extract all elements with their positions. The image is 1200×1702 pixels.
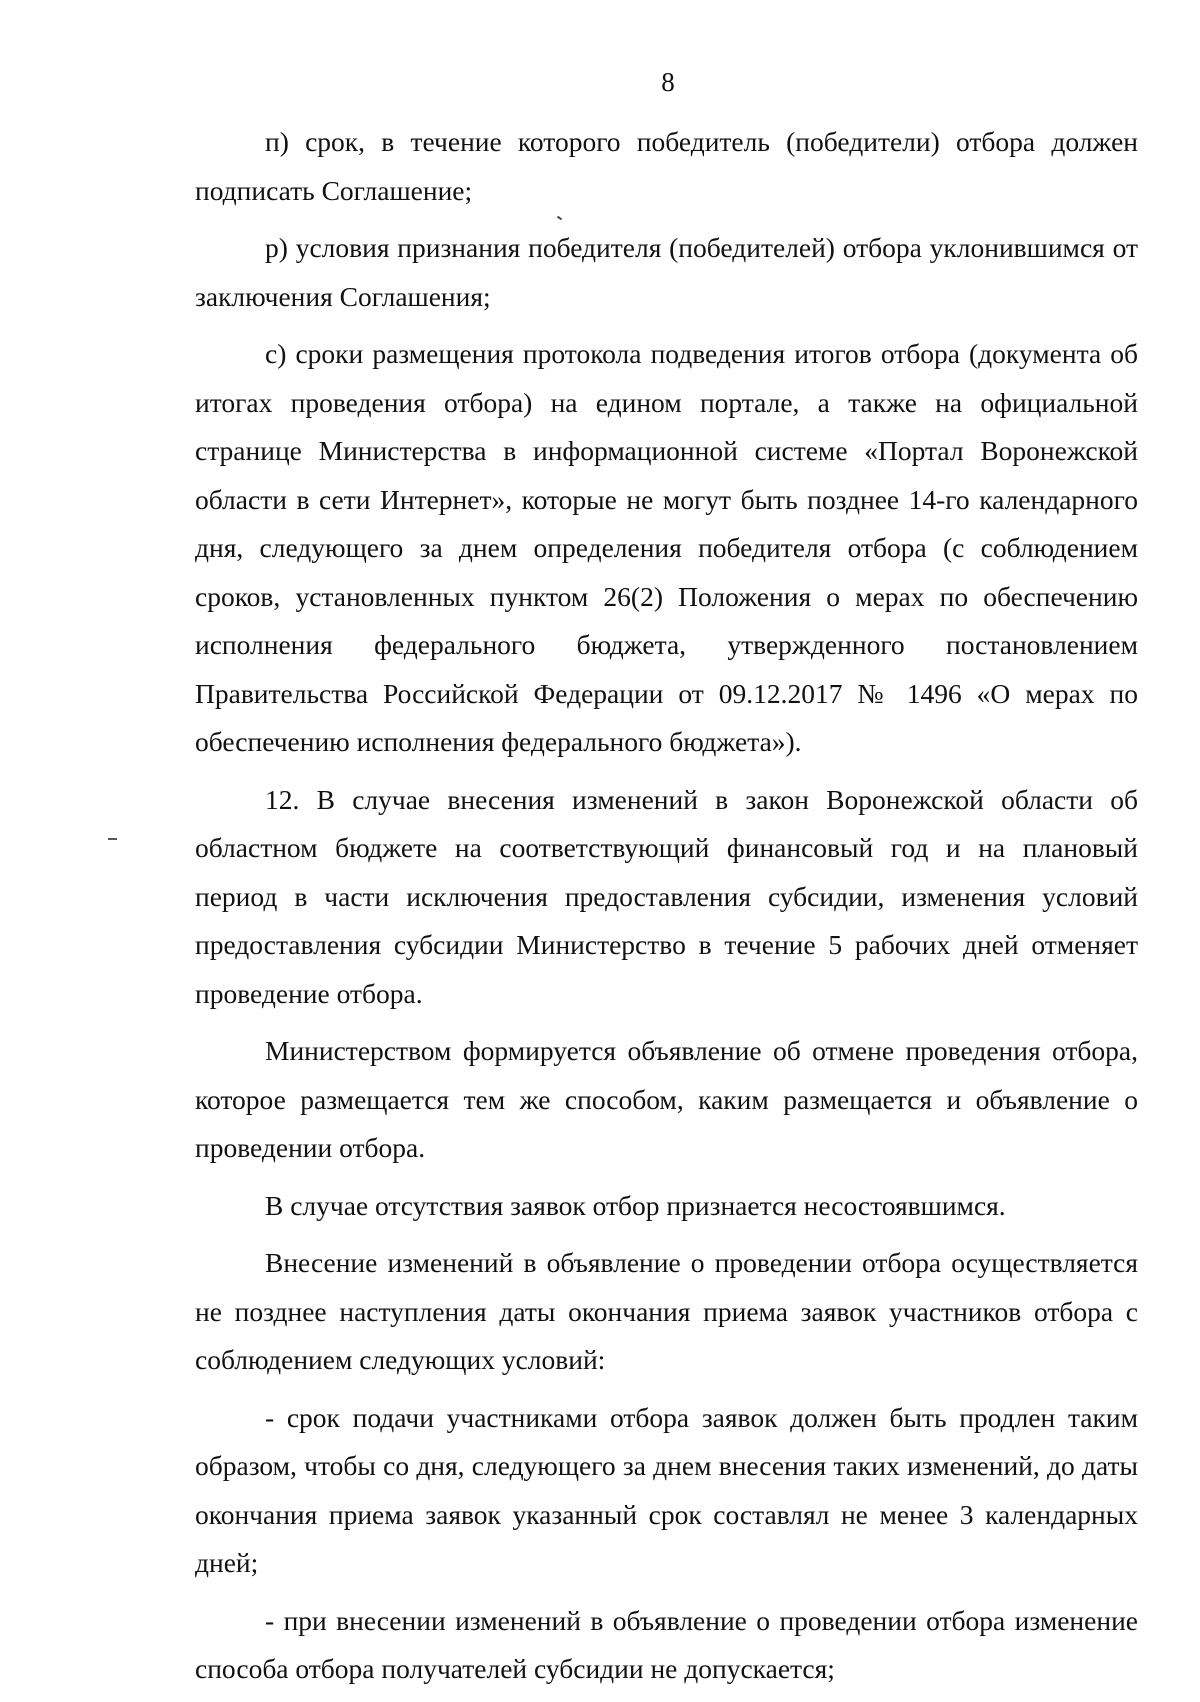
paragraph-cancellation-announcement: Министерством формируется объявление об отмене проведения отбора, которое размещается тем же способом, каким размещается и объявление о проведении отбора. (195, 1035, 1138, 1163)
document-body (195, 118, 1138, 1694)
list-item-deadline-extension: - срок подачи участниками отбора заявок должен быть продлен таким образом, чтобы со дня, следующего за днем внесения таких изменений, до даты окончания приема заявок указанный срок составлял не менее 3 календарных дней; (195, 1401, 1138, 1578)
paragraph-section-12: 12. В случае внесения изменений в закон Воронежской области об областном бюджете на соответствующий финансовый год и на плановый период в части исключения предоставления субсидии, изменения условий предоставления субсидии Министерство в течение 5 рабочих дней отменяет проведение отбора. (195, 783, 1138, 1009)
list-item-method-change: - при внесении изменений в объявление о проведении отбора изменение способа отбора получателей субсидии не допускается; (195, 1604, 1138, 1684)
paragraph-item-p: п) срок, в течение которого победитель (победители) отбора должен подписать Соглашение; (195, 126, 1138, 206)
paragraph-item-s: с) сроки размещения протокола подведения итогов отбора (документа об итогах проведения отбора) на едином портале, а также на официальной странице Министерства в информационной системе «Портал Воронежской области в сети Интернет», которые не могут быть позднее 14-го календарного дня, следующего за днем определения победителя отбора (с соблюдением сроков, установленных пунктом 26(2) Положения о мерах по обеспечению исполнения федерального бюджета, утвержденного постановлением Правительства Российской Федерации от 09.12.2017 № 1496 «О мерах по обеспечению исполнения федерального бюджета»). (195, 338, 1138, 757)
paragraph-amendments: Внесение изменений в объявление о проведении отбора осуществляется не позднее наступления даты окончания приема заявок участников отбора с соблюдением следующих условий: (195, 1247, 1138, 1375)
scan-speck (108, 838, 117, 840)
paragraph-no-applications: В случае отсутствия заявок отбор признается несостоявшимся. (265, 1189, 1006, 1221)
page-number: 8 (661, 67, 675, 97)
paragraph-item-r: р) условия признания победителя (победителей) отбора уклонившимся от заключения Соглашения; (195, 232, 1138, 312)
